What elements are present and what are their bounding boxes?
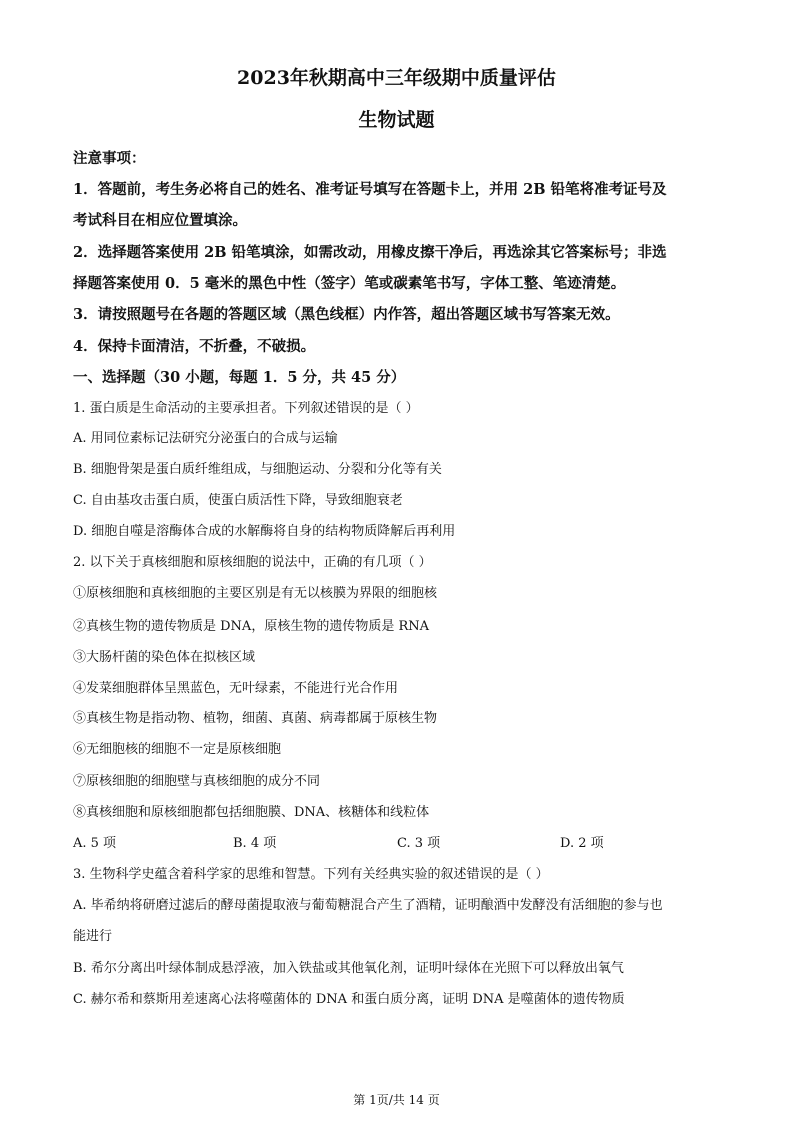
q2-statement-3: ③大肠杆菌的染色体在拟核区域 (73, 650, 256, 665)
page-footer: 第 1页/共 14 页 (353, 1093, 440, 1107)
q1-option-d: D. 细胞自噬是溶酶体合成的水解酶将自身的结构物质降解后再利用 (73, 524, 456, 539)
q2-statement-2: ②真核生物的遗传物质是 DNA，原核生物的遗传物质是 RNA (73, 619, 430, 634)
q1-option-a: A. 用同位素标记法研究分泌蛋白的合成与运输 (73, 431, 338, 446)
note-4: 4．保持卡面清洁，不折叠，不破损。 (73, 338, 316, 355)
q2-statement-6: ⑥无细胞核的细胞不一定是原核细胞 (73, 742, 282, 757)
q2-statement-8: ⑧真核细胞和原核细胞都包括细胞膜、DNA、核糖体和线粒体 (73, 805, 430, 820)
page-title: 2023年秋期高中三年级期中质量评估 (237, 67, 556, 89)
note-1-line-2: 考试科目在相应位置填涂。 (73, 212, 247, 229)
note-2-line-1: 2．选择题答案使用 2B 铅笔填涂，如需改动，用橡皮擦干净后，再选涂其它答案标号；非选 (73, 244, 667, 261)
page-subtitle: 生物试题 (358, 109, 435, 131)
q2-option-c: C. 3 项 (397, 836, 441, 851)
q1-stem: 1. 蛋白质是生命活动的主要承担者。下列叙述错误的是（ ） (73, 401, 419, 416)
q2-option-a: A. 5 项 (73, 836, 117, 851)
q2-statement-7: ⑦原核细胞的细胞壁与真核细胞的成分不同 (73, 774, 321, 789)
q2-statement-4: ④发菜细胞群体呈黑蓝色，无叶绿素，不能进行光合作用 (73, 681, 399, 696)
note-1-line-1: 1．答题前，考生务必将自己的姓名、准考证号填写在答题卡上，并用 2B 铅笔将准考证号及 (73, 181, 667, 198)
q2-stem: 2. 以下关于真核细胞和原核细胞的说法中，正确的有几项（ ） (73, 555, 432, 570)
q3-option-b: B. 希尔分离出叶绿体制成悬浮液，加入铁盐或其他氧化剂，证明叶绿体在光照下可以释放出氧气 (73, 961, 624, 976)
q2-option-b: B. 4 项 (233, 836, 277, 851)
q2-statement-5: ⑤真核生物是指动物、植物，细菌、真菌、病毒都属于原核生物 (73, 711, 438, 726)
q2-statement-1: ①原核细胞和真核细胞的主要区别是有无以核膜为界限的细胞核 (73, 586, 438, 601)
q2-option-d: D. 2 项 (560, 836, 604, 851)
section-heading: 一、选择题（30 小题，每题 1．5 分，共 45 分） (73, 369, 406, 386)
note-3: 3．请按照题号在各题的答题区域（黑色线框）内作答，超出答题区域书写答案无效。 (73, 306, 620, 323)
q1-option-c: C. 自由基攻击蛋白质，使蛋白质活性下降，导致细胞衰老 (73, 493, 403, 508)
q1-option-b: B. 细胞骨架是蛋白质纤维组成，与细胞运动、分裂和分化等有关 (73, 462, 442, 477)
q3-stem: 3. 生物科学史蕴含着科学家的思维和智慧。下列有关经典实验的叙述错误的是（ ） (73, 867, 549, 882)
q3-option-c: C. 赫尔希和蔡斯用差速离心法将噬菌体的 DNA 和蛋白质分离，证明 DNA 是噬菌体的遗传物质 (73, 992, 625, 1007)
q3-option-a-line-1: A. 毕希纳将研磨过滤后的酵母菌提取液与葡萄糖混合产生了酒精，证明酿酒中发酵没有活细胞的参与也 (73, 898, 663, 913)
note-2-line-2: 择题答案使用 0．5 毫米的黑色中性（签字）笔或碳素笔书写，字体工整、笔迹清楚。 (73, 275, 626, 292)
notes-heading: 注意事项： (73, 150, 146, 167)
q3-option-a-line-2: 能进行 (73, 929, 113, 944)
